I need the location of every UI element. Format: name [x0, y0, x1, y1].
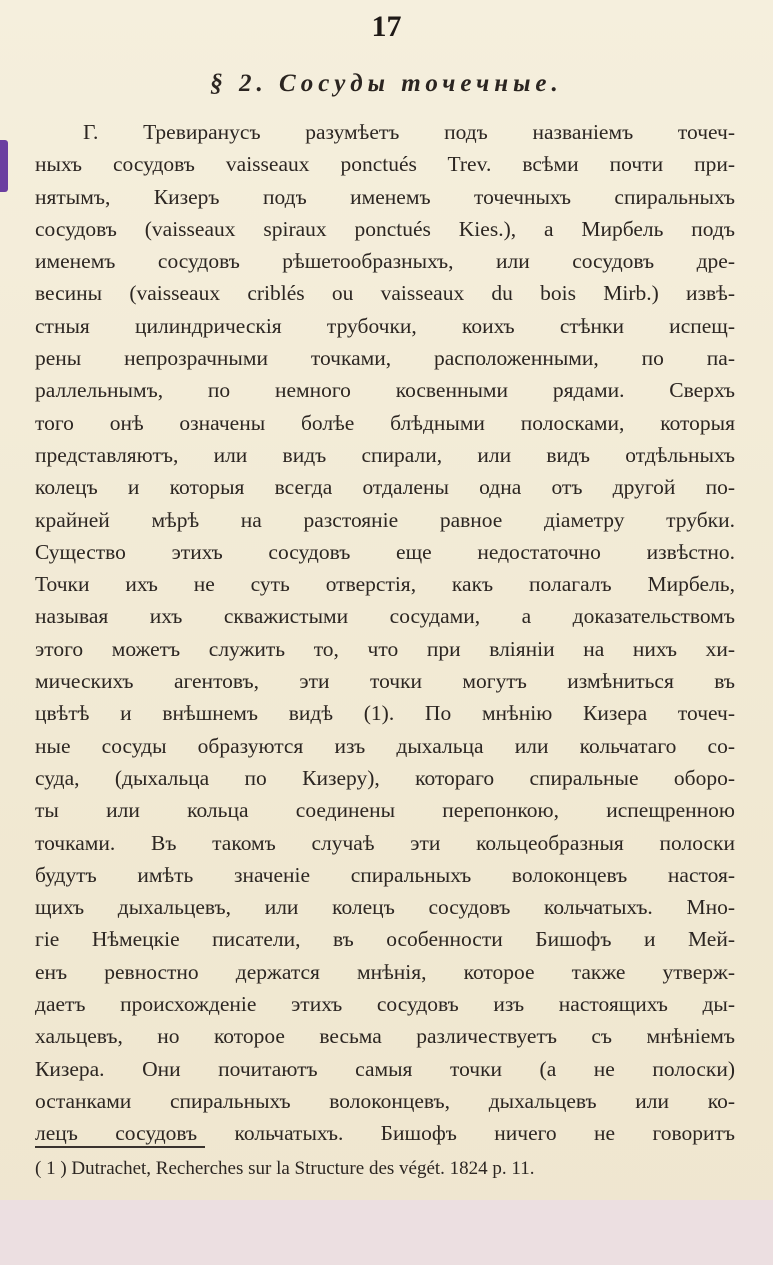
text-line: цвѣтѣ и внѣшнемъ видѣ (1). По мнѣнію Кизера точеч- [35, 701, 735, 726]
margin-mark [0, 140, 8, 192]
text-line: Кизера. Они почитаютъ самыя точки (а не полоски) [35, 1056, 735, 1081]
text-line: представляютъ, или видъ спирали, или видъ отдѣльныхъ [35, 442, 735, 467]
text-line: Существо этихъ сосудовъ еще недостаточно извѣстно. [35, 539, 735, 564]
text-line: рены непрозрачными точками, расположенными, по па- [35, 346, 735, 371]
scan-bottom-margin [0, 1200, 773, 1265]
text-line: даетъ происхожденіе этихъ сосудовъ изъ настоящихъ ды- [35, 992, 735, 1017]
text-line: крайней мѣрѣ на разстояніе равное діаметру трубки. [35, 507, 735, 532]
text-line: ты или кольца соединены перепонкою, испещренною [35, 798, 735, 823]
text-line: будутъ имѣть значеніе спиральныхъ волоконцевъ настоя- [35, 862, 735, 887]
text-line: Г. Тревиранусъ разумѣетъ подъ названіемъ точеч- [83, 120, 735, 144]
text-line: енъ ревностно держатся мнѣнія, которое также утверж- [35, 959, 735, 984]
text-line: раллельнымъ, по немного косвенными рядами. Сверхъ [35, 378, 735, 403]
page-number: 17 [371, 10, 402, 43]
text-line: щихъ дыхальцевъ, или колецъ сосудовъ кольчатыхъ. Мно- [35, 895, 735, 920]
body-text [35, 116, 735, 1150]
text-line: суда, (дыхальца по Кизеру), котораго спиральные оборо- [35, 765, 735, 790]
text-line: точками. Въ такомъ случаѣ эти кольцеобразныя полоски [35, 830, 735, 855]
text-line: именемъ сосудовъ рѣшетообразныхъ, или сосудовъ дре- [35, 249, 735, 274]
text-line: колецъ и которыя всегда отдалены одна отъ другой по- [35, 475, 735, 500]
text-line: останками спиральныхъ волоконцевъ, дыхальцевъ или ко- [35, 1088, 735, 1113]
text-line: мическихъ агентовъ, эти точки могутъ измѣниться въ [35, 669, 735, 694]
text-line: сосудовъ (vaisseaux spiraux ponctués Kies.), а Мирбель подъ [35, 216, 735, 241]
text-line: того онѣ означены болѣе блѣдными полосками, которыя [35, 410, 735, 435]
text-line: лецъ сосудовъ кольчатыхъ. Бишофъ ничего не говоритъ [35, 1121, 735, 1146]
footnote: ( 1 ) Dutrachet, Recherches sur la Structure des végét. 1824 p. 11. [35, 1158, 535, 1179]
footnote-divider [35, 1146, 205, 1148]
text-line: нятымъ, Кизеръ подъ именемъ точечныхъ спиральныхъ [35, 184, 735, 209]
text-line: гіе Нѣмецкіе писатели, въ особенности Бишофъ и Мей- [35, 927, 735, 952]
text-line: хальцевъ, но которое весьма различествуетъ съ мнѣніемъ [35, 1024, 735, 1049]
text-line: весины (vaisseaux criblés ou vaisseaux du bois Mirb.) извѣ- [35, 281, 735, 306]
section-heading: § 2. Сосуды точечные. [210, 70, 563, 97]
text-line: этого можетъ служить то, что при вліяніи на нихъ хи- [35, 636, 735, 661]
text-line: ные сосуды образуются изъ дыхальца или кольчатаго со- [35, 733, 735, 758]
text-line: называя ихъ скважистыми сосудами, а доказательствомъ [35, 604, 735, 629]
text-line: стныя цилиндрическія трубочки, коихъ стѣнки испещ- [35, 313, 735, 338]
text-line: Точки ихъ не суть отверстія, какъ полагалъ Мирбель, [35, 572, 735, 597]
text-line: ныхъ сосудовъ vaisseaux ponctués Trev. всѣми почти при- [35, 152, 735, 177]
